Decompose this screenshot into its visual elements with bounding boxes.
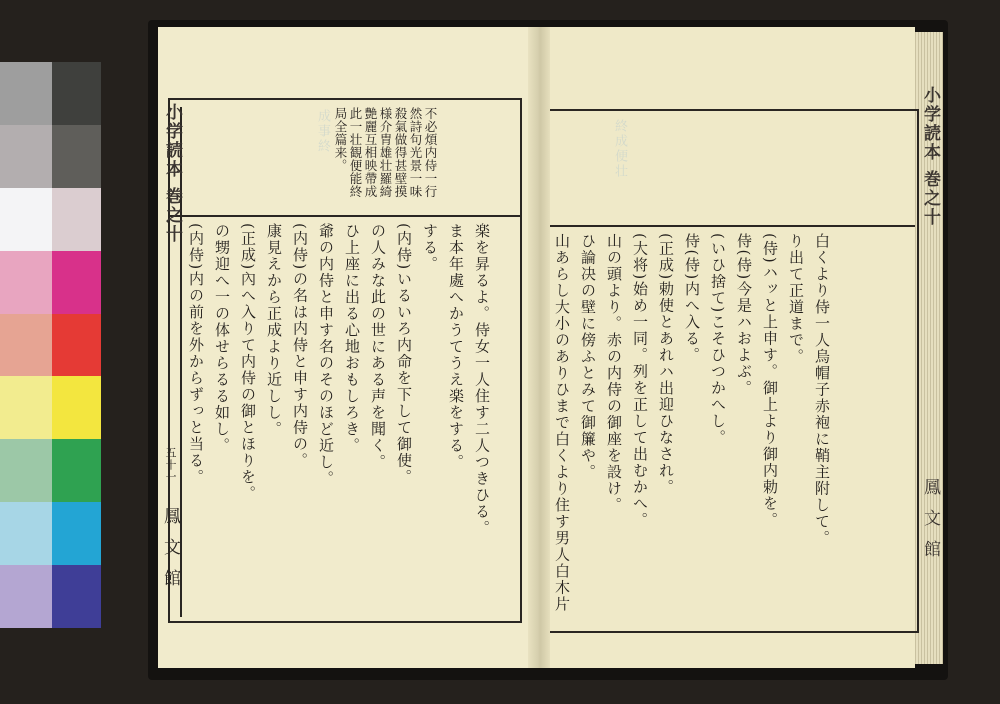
folio-number: 五十一 <box>164 447 177 483</box>
left-header-divider <box>170 215 520 217</box>
body-column: (内侍)の名は内侍と申す内侍の。 <box>291 223 309 469</box>
body-column: (内侍)内の前を外からずっと当る。 <box>187 223 205 486</box>
preface-line: 此一壮観便能終 <box>348 107 363 198</box>
left-running-head: 小学読本 巻之十 <box>162 103 182 244</box>
body-column: ひ論决の壁に傍ふとみて御簾や。 <box>579 233 597 481</box>
body-column: 山の頭より。赤の内侍の御座を設け。 <box>605 233 623 514</box>
body-column: ひ上座に出る心地おもしろき。 <box>343 223 361 454</box>
color-swatch <box>0 376 52 439</box>
body-column: 侍(侍)今是ハおよぶ。 <box>735 233 753 397</box>
preface-line: 不必煩内侍一行 <box>423 107 438 198</box>
preface-line: 様介胄雄壮羅綺 <box>378 107 393 198</box>
color-swatch <box>52 188 101 251</box>
body-column: り出て正道まで。 <box>787 233 805 365</box>
color-swatch <box>52 62 101 125</box>
color-swatch <box>0 125 52 188</box>
preface-line: 艶麗互相映帶成 <box>363 107 378 198</box>
color-swatch <box>52 125 101 188</box>
left-show-through: 成事終 <box>315 109 330 154</box>
body-column: (侍)ハッと上申す。御上より御内勅を。 <box>761 233 779 529</box>
body-column: (大将)始め一同。列を正して出むかへ。 <box>631 233 649 529</box>
right-publisher-mark: 鳳文館 <box>920 478 940 571</box>
preface-line: 然詩句光景一味 <box>408 107 423 198</box>
color-swatch <box>52 376 101 439</box>
color-swatch <box>52 439 101 502</box>
body-column: の甥迎へ一の体せらるる如し。 <box>213 223 231 454</box>
right-header-divider <box>547 225 915 227</box>
body-column: 爺の内侍と申す名のそのほど近し。 <box>317 223 335 487</box>
body-column: の人みな此の世にある声を聞く。 <box>369 223 387 471</box>
color-swatch <box>0 62 52 125</box>
body-column: (正成)內へ入りて内侍の御とほりを。 <box>239 223 257 502</box>
right-running-head: 小学読本 巻之十 <box>920 86 940 227</box>
body-column: 白くより侍一人烏帽子赤袍に鞘主附して。 <box>813 233 831 547</box>
body-column: (内侍)いるいろ内命を下して御使。 <box>395 223 413 486</box>
publisher-mark: 鳳文館 <box>160 507 180 600</box>
body-column: ま本年處へかうてうえ楽をする。 <box>447 223 465 471</box>
right-show-through: 終成便壮 <box>612 119 627 179</box>
color-swatch <box>0 251 52 314</box>
color-swatch <box>0 314 52 377</box>
color-swatch <box>0 502 52 565</box>
body-column: する。 <box>421 223 439 273</box>
preface-line: 殺氣做得甚壁摸 <box>393 107 408 198</box>
body-column: (正成)勅使とあれハ出迎ひなされ。 <box>657 233 675 496</box>
color-swatch <box>0 188 52 251</box>
body-column: 康見えから正成より近しし。 <box>265 223 283 438</box>
right-page <box>540 27 915 668</box>
color-swatch <box>0 439 52 502</box>
preface-line: 局全篇来。 <box>333 107 348 172</box>
body-column: 山あらし大小のありひまで白くより住す男人白木片 <box>553 233 571 613</box>
color-swatch <box>0 565 52 628</box>
body-column: 楽を昇るよ。侍女一人住す二人つきひる。 <box>473 223 491 537</box>
color-swatch <box>52 314 101 377</box>
body-column: 侍(侍)内へ入る。 <box>683 233 701 364</box>
color-calibration-card <box>0 62 101 628</box>
book-gutter <box>528 27 550 668</box>
left-page <box>158 27 536 668</box>
color-swatch <box>52 251 101 314</box>
color-swatch <box>52 565 101 628</box>
color-swatch <box>52 502 101 565</box>
body-column: (いひ捨て)こそひつかへし。 <box>709 233 727 446</box>
